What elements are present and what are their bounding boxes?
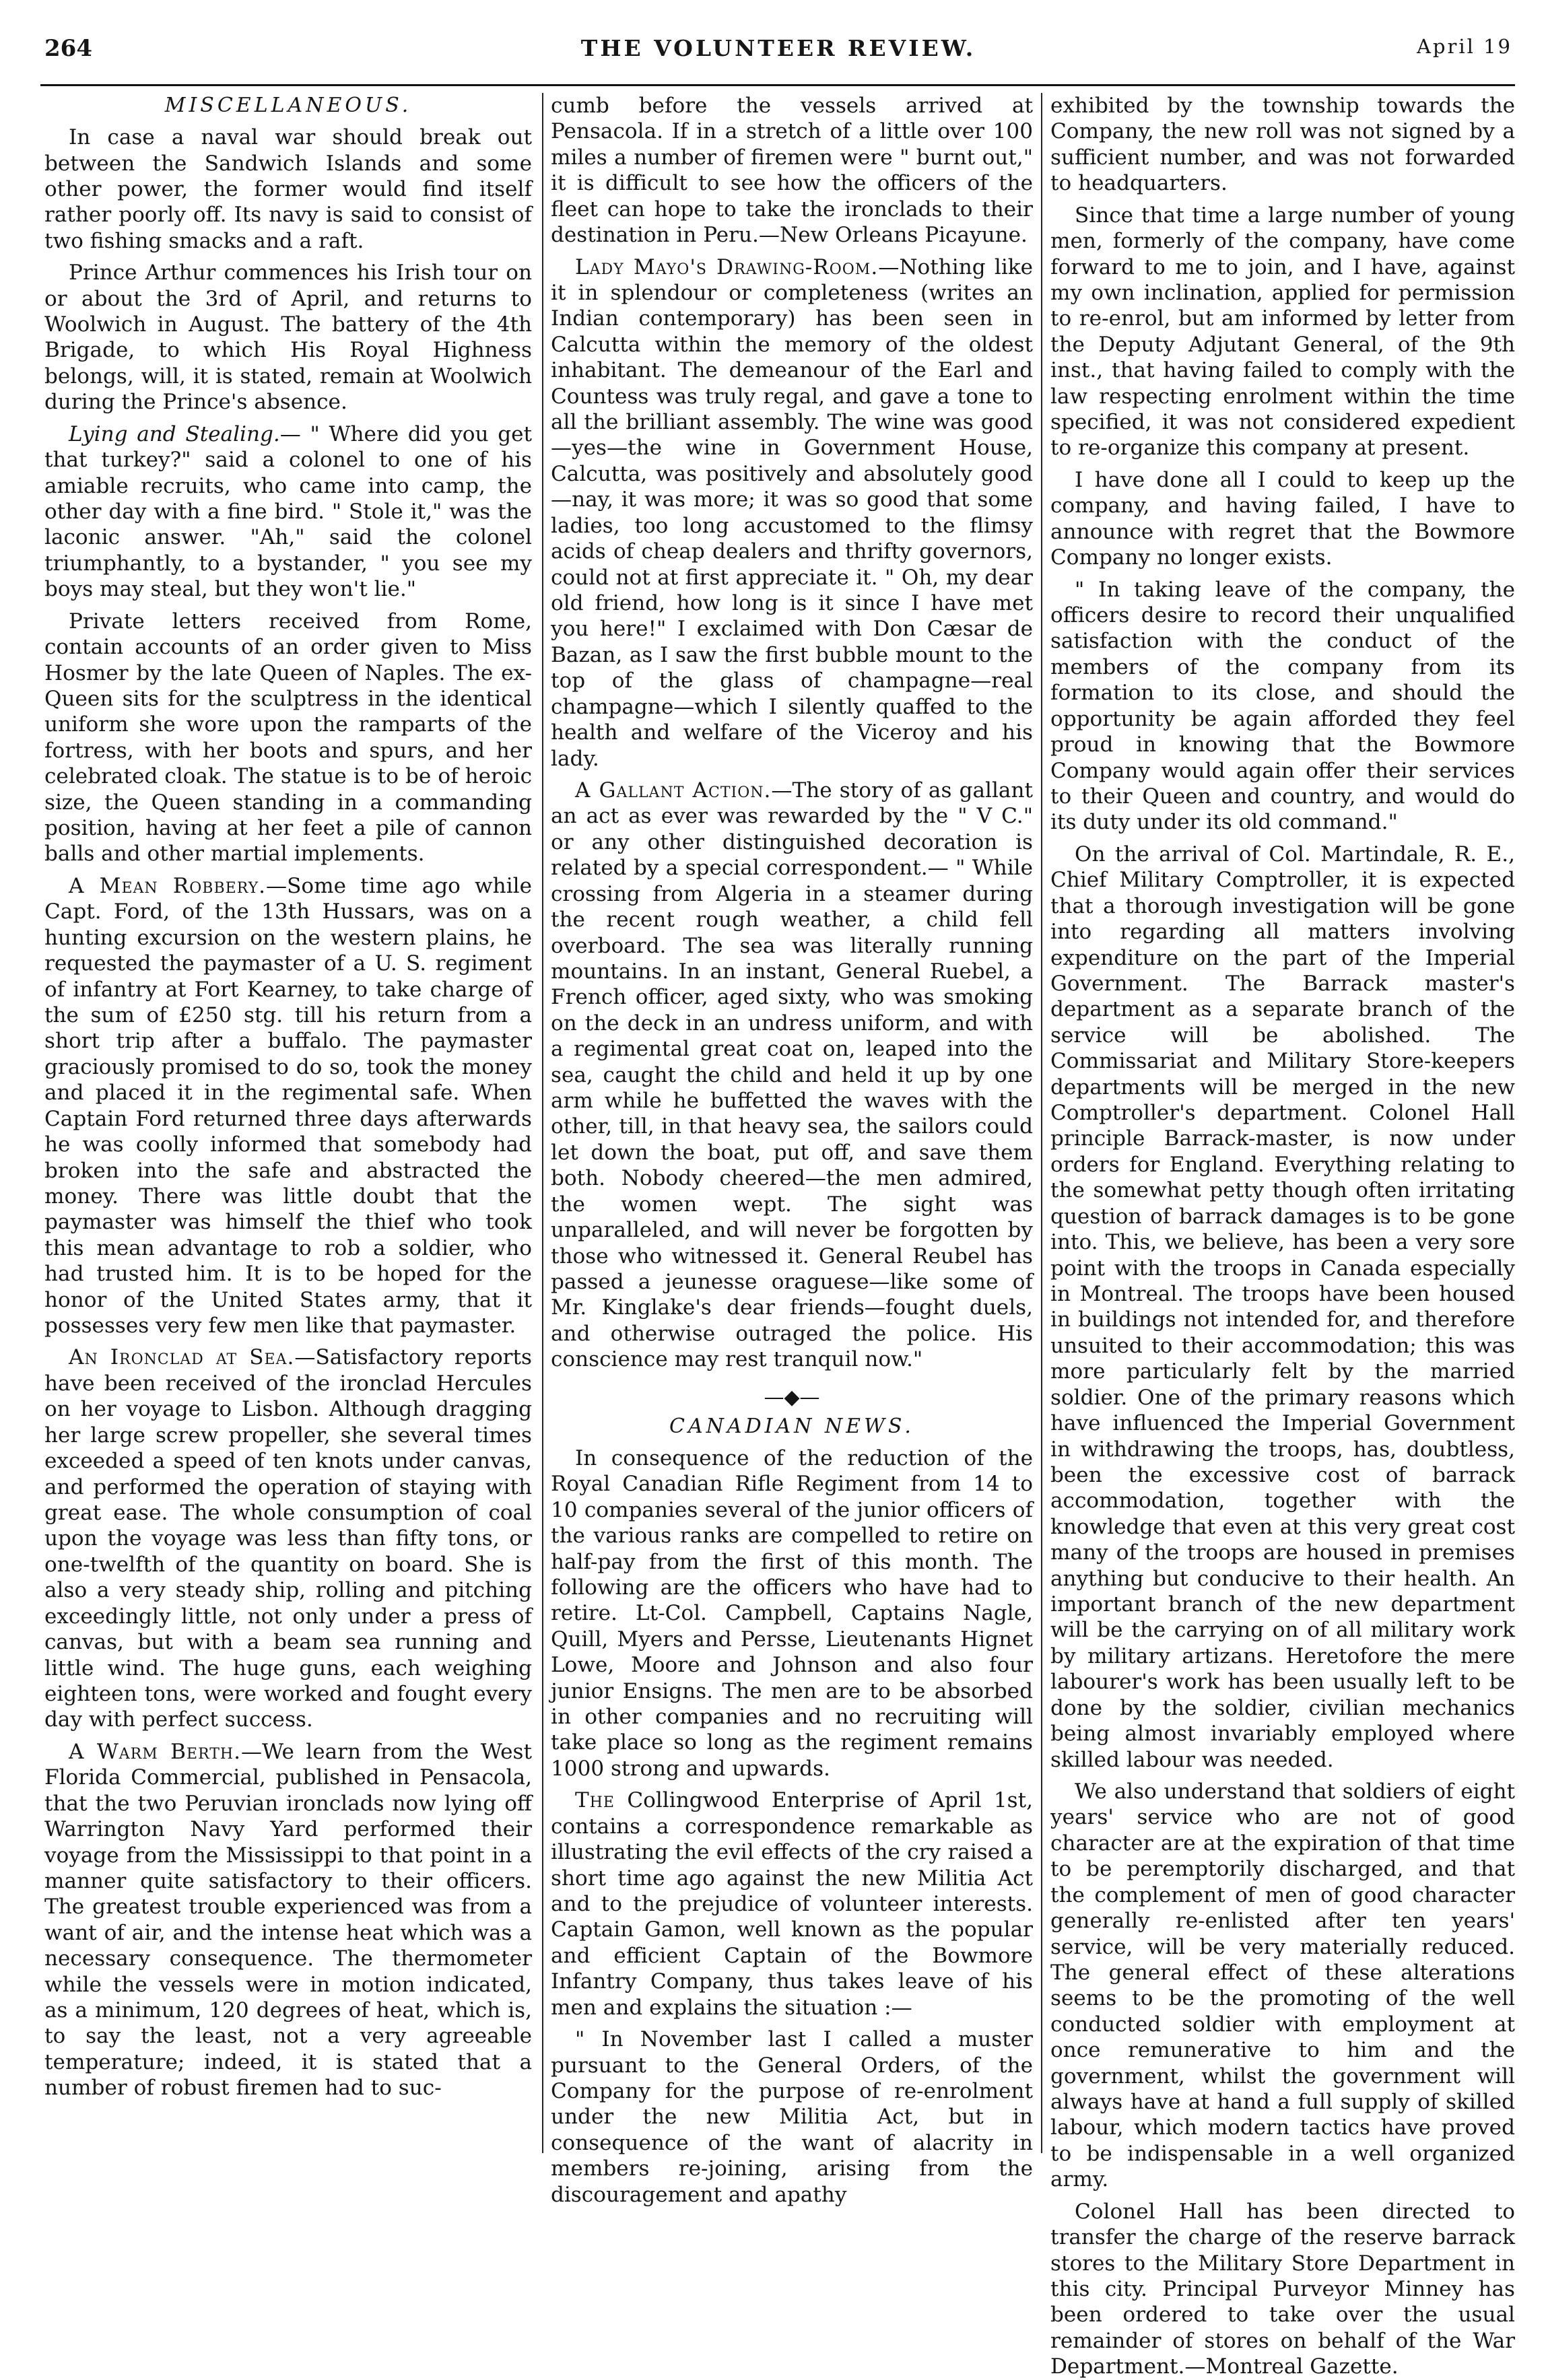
article-lead: An Ironclad at Sea.: [69, 1345, 295, 1370]
article-body: —We learn from the West Florida Commercial, published in Pensacola, that the two Peruvian ironclads now lying off Warrington Navy Yard performed their voyage from the Mississippi to that point in a manner quite satisfactory to their officers. The greatest trouble experienced was from a want of air, and the intense heat which was a necessary consequence. The thermometer while the vessels were in motion indicated, as a minimum, 120 degrees of heat, which is, to say the least, not a very agreeable temperature; indeed, it is stated that a number of robust firemen had to suc-: [44, 1739, 532, 2101]
article-body: " In November last I called a muster pursuant to the General Orders, of the Company for the purpose of re-enrolment under the new Militia Act, but in consequence of the want of alacrity in members re-joining, arising from the discouragement and apathy: [551, 2027, 1033, 2207]
article-paragraph: [551, 1446, 1033, 1781]
article-body: On the arrival of Col. Martindale, R. E., Chief Military Comptroller, it is expected that a thorough investigation will be gone into regarding all matters involving expenditure on the part of the Imperial Government. The Barrack master's department as a separate branch of the service will be abolished. The Commissariat and Military Store-keepers departments will be merged in the new Comptroller's department. Colonel Hall principle Barrack-master, is now under orders for England. Everything relating to the somewhat petty though often irritating question of barrack damages is to be gone into. This, we believe, has been a very sore point with the troops in Canada especially in Montreal. The troops have been housed in buildings not intended for, and therefore unsuited to their accommodation; this was more particularly felt by the married soldier. One of the primary reasons which have influenced the Imperial Government in withdrawing the troops, has, doubtless, been the excessive cost of barrack accommodation, together with the knowledge that even at this very great cost many of the troops are housed in premises anything but conducive to their health. An important branch of the new department will be the carrying on of all military work by military artizans. Heretofore the mere labourer's work has been usually left to be done by the soldier, civilian mechanics being almost invariably employed where skilled labour was needed.: [1050, 842, 1515, 1772]
page-header: [44, 35, 1512, 77]
article-paragraph: [44, 609, 532, 867]
article-body: —Nothing like it in splendour or completeness (writes an Indian contemporary) has been seen in Calcutta within the memory of the oldest inhabitant. The demeanour of the Earl and Countess was truly regal, and gave a tone to all the brilliant assembly. The wine was good—yes—the wine in Government House, Calcutta, was positively and absolutely good—nay, it was more; it was so good that some ladies, too long accustomed to the flimsy acids of cheap dealers and thrifty governors, could not at first appreciate it. " Oh, my dear old friend, how long is it since I have met you here!" I exclaimed with Don Cæsar de Bazan, as I saw the first bubble mount to the top of the glass of champagne—real champagne—which I silently quaffed to the health and welfare of the Viceroy and his lady.: [551, 254, 1034, 771]
article-body: —The story of as gallant an act as ever was rewarded by the " V C." or any other distinguished decoration is related by a special correspondent.— " While crossing from Algeria in a steamer during the recent rough weather, a child fell overboard. The sea was literally running mountains. In an instant, General Ruebel, a French officer, aged sixty, who was smoking on the deck in an undress uniform, and with a regimental great coat on, leaped into the sea, caught the child and held it up by one arm while he buffetted the waves with the other, till, in that heavy sea, the sailors could let down the boat, put off, and save them both. Nobody cheered—the men admired, the women wept. The sight was unparalleled, and will never be forgotten by those who witnessed it. General Reubel has passed a jeunesse oraguese—like some of Mr. Kinglake's dear friends—fought duels, and otherwise outraged the police. His conscience may rest tranquil now.": [551, 778, 1033, 1372]
page-number: 264: [44, 35, 92, 62]
article-body: Colonel Hall has been directed to transfer the charge of the reserve barrack stores to the Military Store Department in this city. Principal Purveyor Minney has been ordered to take over the usual remainder of stores on behalf of the War Department.—Montreal Gazette.: [1050, 2199, 1515, 2379]
article-paragraph: [1050, 467, 1515, 571]
article-paragraph: [1050, 577, 1515, 836]
article-body: In consequence of the reduction of the Royal Canadian Rifle Regiment from 14 to 10 companies several of the junior officers of the various ranks are compelled to retire on half-pay from the first of this month. The following are the officers who have had to retire. Lt-Col. Campbell, Captains Nagle, Quill, Myers and Persse, Lieutenants Hignet Lowe, Moore and Johnson and also four junior Ensigns. The men are to be absorbed in other companies and no recruiting will take place so long as the regiment remains 1000 strong and upwards.: [551, 1446, 1033, 1781]
article-paragraph: [1050, 203, 1515, 461]
article-body: We also understand that soldiers of eight years' service who are not of good character are at the expiration of that time to be peremptorily discharged, and that the complement of men of good character generally re-enlisted after ten years' service, will be very materially reduced. The general effect of these alterations seems to be the promoting of the well conducted soldier with employment at once remunerative to him and the government, whilst the government will always have at hand a full supply of skilled labour, which modern tactics have proved to be indispensable in a well organized army.: [1050, 1779, 1515, 2192]
section-separator: —◆—: [764, 1385, 820, 1409]
article-lead: A Mean Robbery.: [69, 873, 266, 898]
article-lead: Lying and Stealing.: [69, 421, 280, 446]
article-paragraph: [1050, 2199, 1515, 2380]
publication-title: THE VOLUNTEER REVIEW.: [580, 35, 976, 61]
article-paragraph: [44, 1345, 532, 1732]
issue-date: April 19: [1416, 35, 1512, 58]
column-3: [1050, 93, 1515, 2379]
article-paragraph: [44, 125, 532, 254]
article-paragraph: [551, 2027, 1033, 2208]
article-body: —Satisfactory reports have been received of the ironclad Hercules on her voyage to Lisbon. Although dragging her large screw propeller, she several times exceeded a speed of ten knots under canvas, and performed the operation of staying with great ease. The whole consumption of coal upon the voyage was less than fifty tons, or one-twelfth of the quantity on board. She is also a very steady ship, rolling and pitching exceedingly little, not only under a press of canvas, but with a beam sea running and little wind. The huge guns, each weighing eighteen tons, were worked and fought every day with perfect success.: [44, 1345, 532, 1732]
column-2: [551, 93, 1034, 2207]
article-lead: The: [575, 1788, 615, 1813]
article-paragraph: [1050, 1779, 1515, 2193]
article-paragraph: [551, 1788, 1033, 2020]
article-body: Since that time a large number of young men, formerly of the company, have come forward to me to join, and I have, against my own inclination, applied for permission to re-enrol, but am informed by letter from the Deputy Adjutant General, of the 9th inst., that having failed to comply with the law respecting enrolment within the time specified, it was not considered expedient to re-organize this company at present.: [1050, 203, 1515, 461]
article-paragraph: [44, 873, 532, 1339]
article-body: cumb before the vessels arrived at Pensacola. If in a stretch of a little over 100 miles a number of firemen were " burnt out," it is difficult to see how the officers of the fleet can hope to take the ironclads to their destination in Peru.—New Orleans Picayune.: [551, 94, 1033, 248]
article-body: I have done all I could to keep up the company, and having failed, I have to announce with regret that the Bowmore Company no longer exists.: [1050, 467, 1515, 570]
article-paragraph: [44, 260, 532, 415]
article-body: — " Where did you get that turkey?" said a colonel to one of his amiable recruits, who came into camp, the other day with a fine bird. " Stole it," was the laconic answer. "Ah," said the colonel triumphantly, to a bystander, " you see my boys may steal, but they won't lie.": [44, 421, 532, 602]
article-body: —Some time ago while Capt. Ford, of the 13th Hussars, was on a hunting excursion on the western plains, he requested the paymaster of a U. S. regiment of infantry at Fort Kearney, to take charge of the sum of £250 stg. till his return from a short trip after a buffalo. The paymaster graciously promised to do so, took the money and placed it in the regimental safe. When Captain Ford returned three days afterwards he was coolly informed that somebody had broken into the safe and abstracted the money. There was little doubt that the paymaster was himself the thief who took this mean advantage to rob a soldier, who had trusted him. It is to be hoped for the honor of the United States army, that it possesses very few men like that paymaster.: [44, 873, 532, 1338]
article-paragraph: [44, 1739, 532, 2101]
section-heading: CANADIAN NEWS.: [669, 1414, 914, 1438]
column-divider: [542, 93, 543, 2153]
header-rule: [40, 84, 1515, 86]
column-1: [44, 93, 532, 2167]
article-paragraph: [551, 93, 1033, 248]
article-paragraph: [1050, 842, 1515, 1773]
article-body: " In taking leave of the company, the officers desire to record their unqualified satisfaction with the conduct of the members of the company from its formation to its close, and should the opportunity be again afforded they feel proud in knowing that the Bowmore Company would again offer their services to their Queen and country, and would do its duty under its old command.": [1050, 577, 1515, 835]
article-paragraph: [44, 421, 532, 603]
article-body: Prince Arthur commences his Irish tour on or about the 3rd of April, and returns to Woolwich in August. The battery of the 4th Brigade, to which His Royal Highness belongs, will, it is stated, remain at Woolwich during the Prince's absence.: [44, 261, 532, 415]
article-body: Private letters received from Rome, contain accounts of an order given to Miss Hosmer by the late Queen of Naples. The ex-Queen sits for the sculptress in the identical uniform she wore upon the ramparts of the fortress, with her boots and spurs, and her celebrated cloak. The statue is to be of heroic size, the Queen standing in a commanding position, having at her feet a pile of cannon balls and other martial implements.: [44, 609, 532, 866]
article-paragraph: [1050, 93, 1515, 197]
article-lead: A Gallant Action.: [575, 778, 772, 803]
article-body: Collingwood Enterprise of April 1st, contains a correspondence remarkable as illustrating the evil effects of the cry raised a short time ago against the new Militia Act and to the prejudice of volunteer interests. Captain Gamon, well known as the popular and efficient Captain of the Bowmore Infantry Company, thus takes leave of his men and explains the situation :—: [551, 1788, 1033, 2020]
article-lead: A Warm Berth.: [69, 1739, 241, 1764]
column-divider: [1041, 93, 1042, 2153]
article-paragraph: [551, 254, 1033, 772]
article-lead: Lady Mayo's Drawing-Room.: [575, 254, 879, 279]
article-body: exhibited by the township towards the Company, the new roll was not signed by a sufficient number, and was not forwarded to headquarters.: [1050, 94, 1515, 196]
article-body: In case a naval war should break out between the Sandwich Islands and some other power, the former would find itself rather poorly off. Its navy is said to consist of two fishing smacks and a raft.: [44, 125, 532, 253]
section-heading: MISCELLANEOUS.: [164, 94, 412, 117]
article-paragraph: [551, 778, 1033, 1373]
